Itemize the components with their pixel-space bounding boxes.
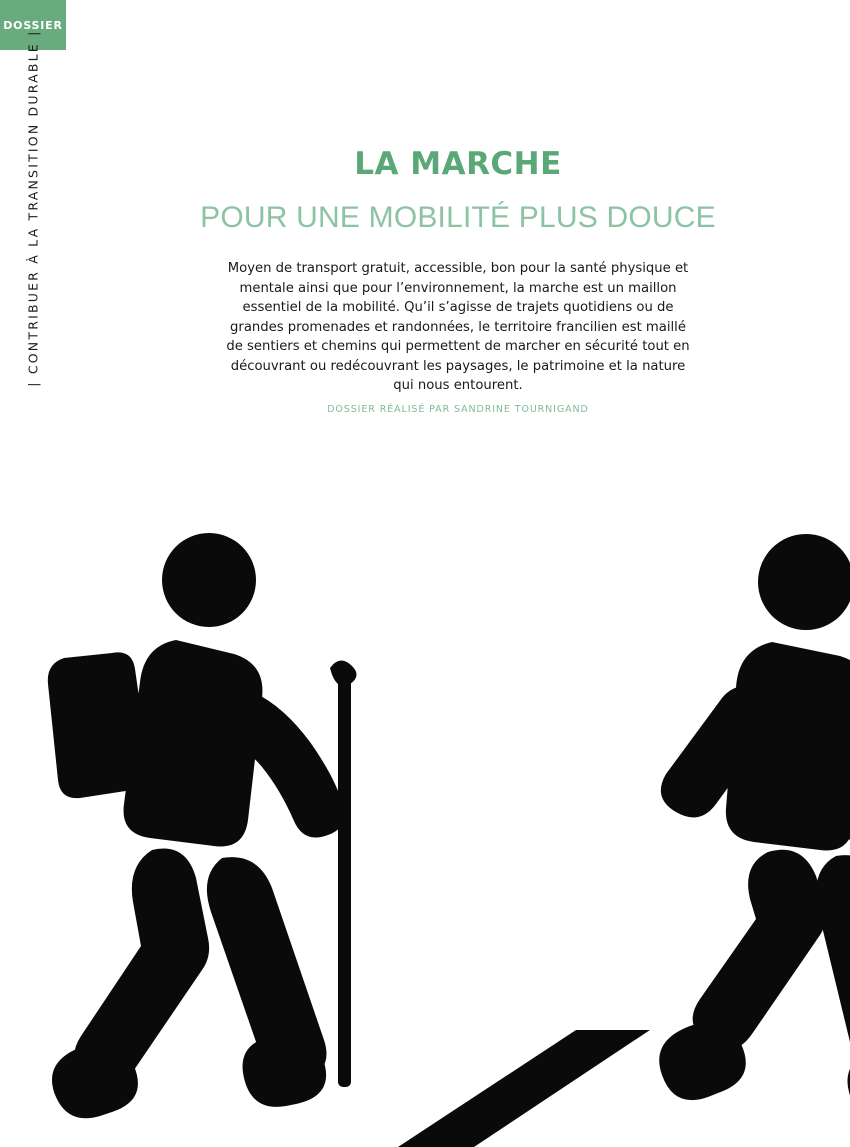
crosswalk-stripe xyxy=(398,1030,650,1147)
article-header xyxy=(66,0,850,415)
page-subtitle: POUR UNE MOBILITÉ PLUS DOUCE xyxy=(200,201,716,235)
page-title: LA MARCHE xyxy=(354,146,562,182)
walker-on-crosswalk xyxy=(659,534,850,1120)
hiker-with-backpack-and-pole xyxy=(48,533,357,1118)
rail-vertical-label: | CONTRIBUER À LA TRANSITION DURABLE | xyxy=(25,29,41,387)
hero-illustration xyxy=(0,490,850,1147)
byline: DOSSIER RÉALISÉ PAR SANDRINE TOURNIGAND xyxy=(327,403,589,415)
standfirst-text: Moyen de transport gratuit, accessible, bon pour la santé physique et mentale ainsi que pour l’environnement, la marche est un maillon essentiel de la mobilité. Qu’il s’agisse de trajets quotidiens ou de grandes promenades et randonnées, le territoire francilien est maillé de sentiers et chemins qui permettent de marcher en sécurité tout en découvrant ou redécouvrant les paysages, le patrimoine et la nature qui nous entourent. xyxy=(226,261,690,394)
section-tab-label: DOSSIER xyxy=(3,18,63,32)
